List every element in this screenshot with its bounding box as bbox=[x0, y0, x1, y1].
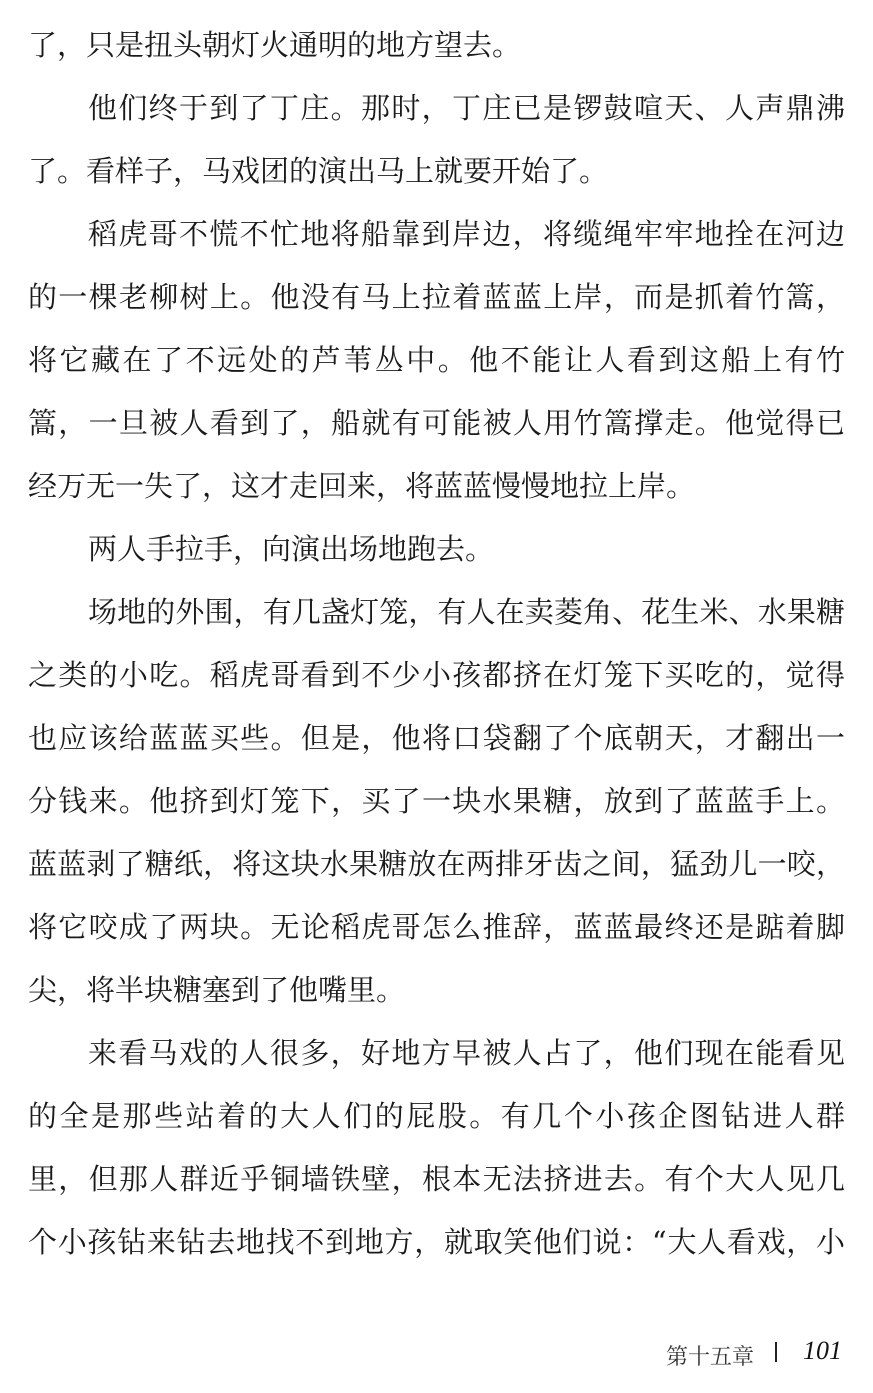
text-line: 来看马戏的人很多，好地方早被人占了，他们现在能看见 bbox=[88, 1036, 845, 1070]
text-line: 他们终于到了丁庄。那时，丁庄已是锣鼓喧天、人声鼎沸 bbox=[88, 91, 845, 125]
chapter-title: 第十五章 bbox=[666, 1345, 755, 1370]
page-number: 101 bbox=[803, 1336, 842, 1365]
text-line: 经万无一失了，这才走回来，将蓝蓝慢慢地拉上岸。 bbox=[28, 469, 696, 503]
text-line: 稻虎哥不慌不忙地将船靠到岸边，将缆绳牢牢地拴在河边 bbox=[88, 217, 845, 251]
text-line: 将它咬成了两块。无论稻虎哥怎么推辞，蓝蓝最终还是踮着脚 bbox=[28, 910, 845, 944]
text-line: 尖，将半块糖塞到了他嘴里。 bbox=[28, 973, 406, 1007]
text-line: 将它藏在了不远处的芦苇丛中。他不能让人看到这船上有竹 bbox=[28, 343, 845, 377]
text-line: 个小孩钻来钻去地找不到地方，就取笑他们说：“大人看戏，小 bbox=[28, 1225, 845, 1259]
text-line: 了。看样子，马戏团的演出马上就要开始了。 bbox=[28, 154, 609, 188]
text-line: 蓝蓝剥了糖纸，将这块水果糖放在两排牙齿之间，猛劲儿一咬， bbox=[28, 847, 845, 881]
body-text bbox=[28, 14, 845, 1274]
page-footer bbox=[0, 1336, 873, 1372]
text-line: 分钱来。他挤到灯笼下，买了一块水果糖，放到了蓝蓝手上。 bbox=[28, 784, 845, 818]
text-line: 了，只是扭头朝灯火通明的地方望去。 bbox=[28, 28, 522, 62]
text-line: 之类的小吃。稻虎哥看到不少小孩都挤在灯笼下买吃的，觉得 bbox=[28, 658, 845, 692]
text-line: 的全是那些站着的大人们的屁股。有几个小孩企图钻进人群 bbox=[28, 1099, 845, 1133]
text-line: 也应该给蓝蓝买些。但是，他将口袋翻了个底朝天，才翻出一 bbox=[28, 721, 845, 755]
text-line: 两人手拉手，向演出场地跑去。 bbox=[88, 532, 495, 566]
text-line: 的一棵老柳树上。他没有马上拉着蓝蓝上岸，而是抓着竹篙， bbox=[28, 280, 845, 314]
text-line: 场地的外围，有几盏灯笼，有人在卖菱角、花生米、水果糖 bbox=[88, 595, 845, 629]
footer-divider bbox=[775, 1342, 777, 1362]
text-line: 篙，一旦被人看到了，船就有可能被人用竹篙撑走。他觉得已 bbox=[28, 406, 845, 440]
text-line: 里，但那人群近乎铜墙铁壁，根本无法挤进去。有个大人见几 bbox=[28, 1162, 845, 1196]
